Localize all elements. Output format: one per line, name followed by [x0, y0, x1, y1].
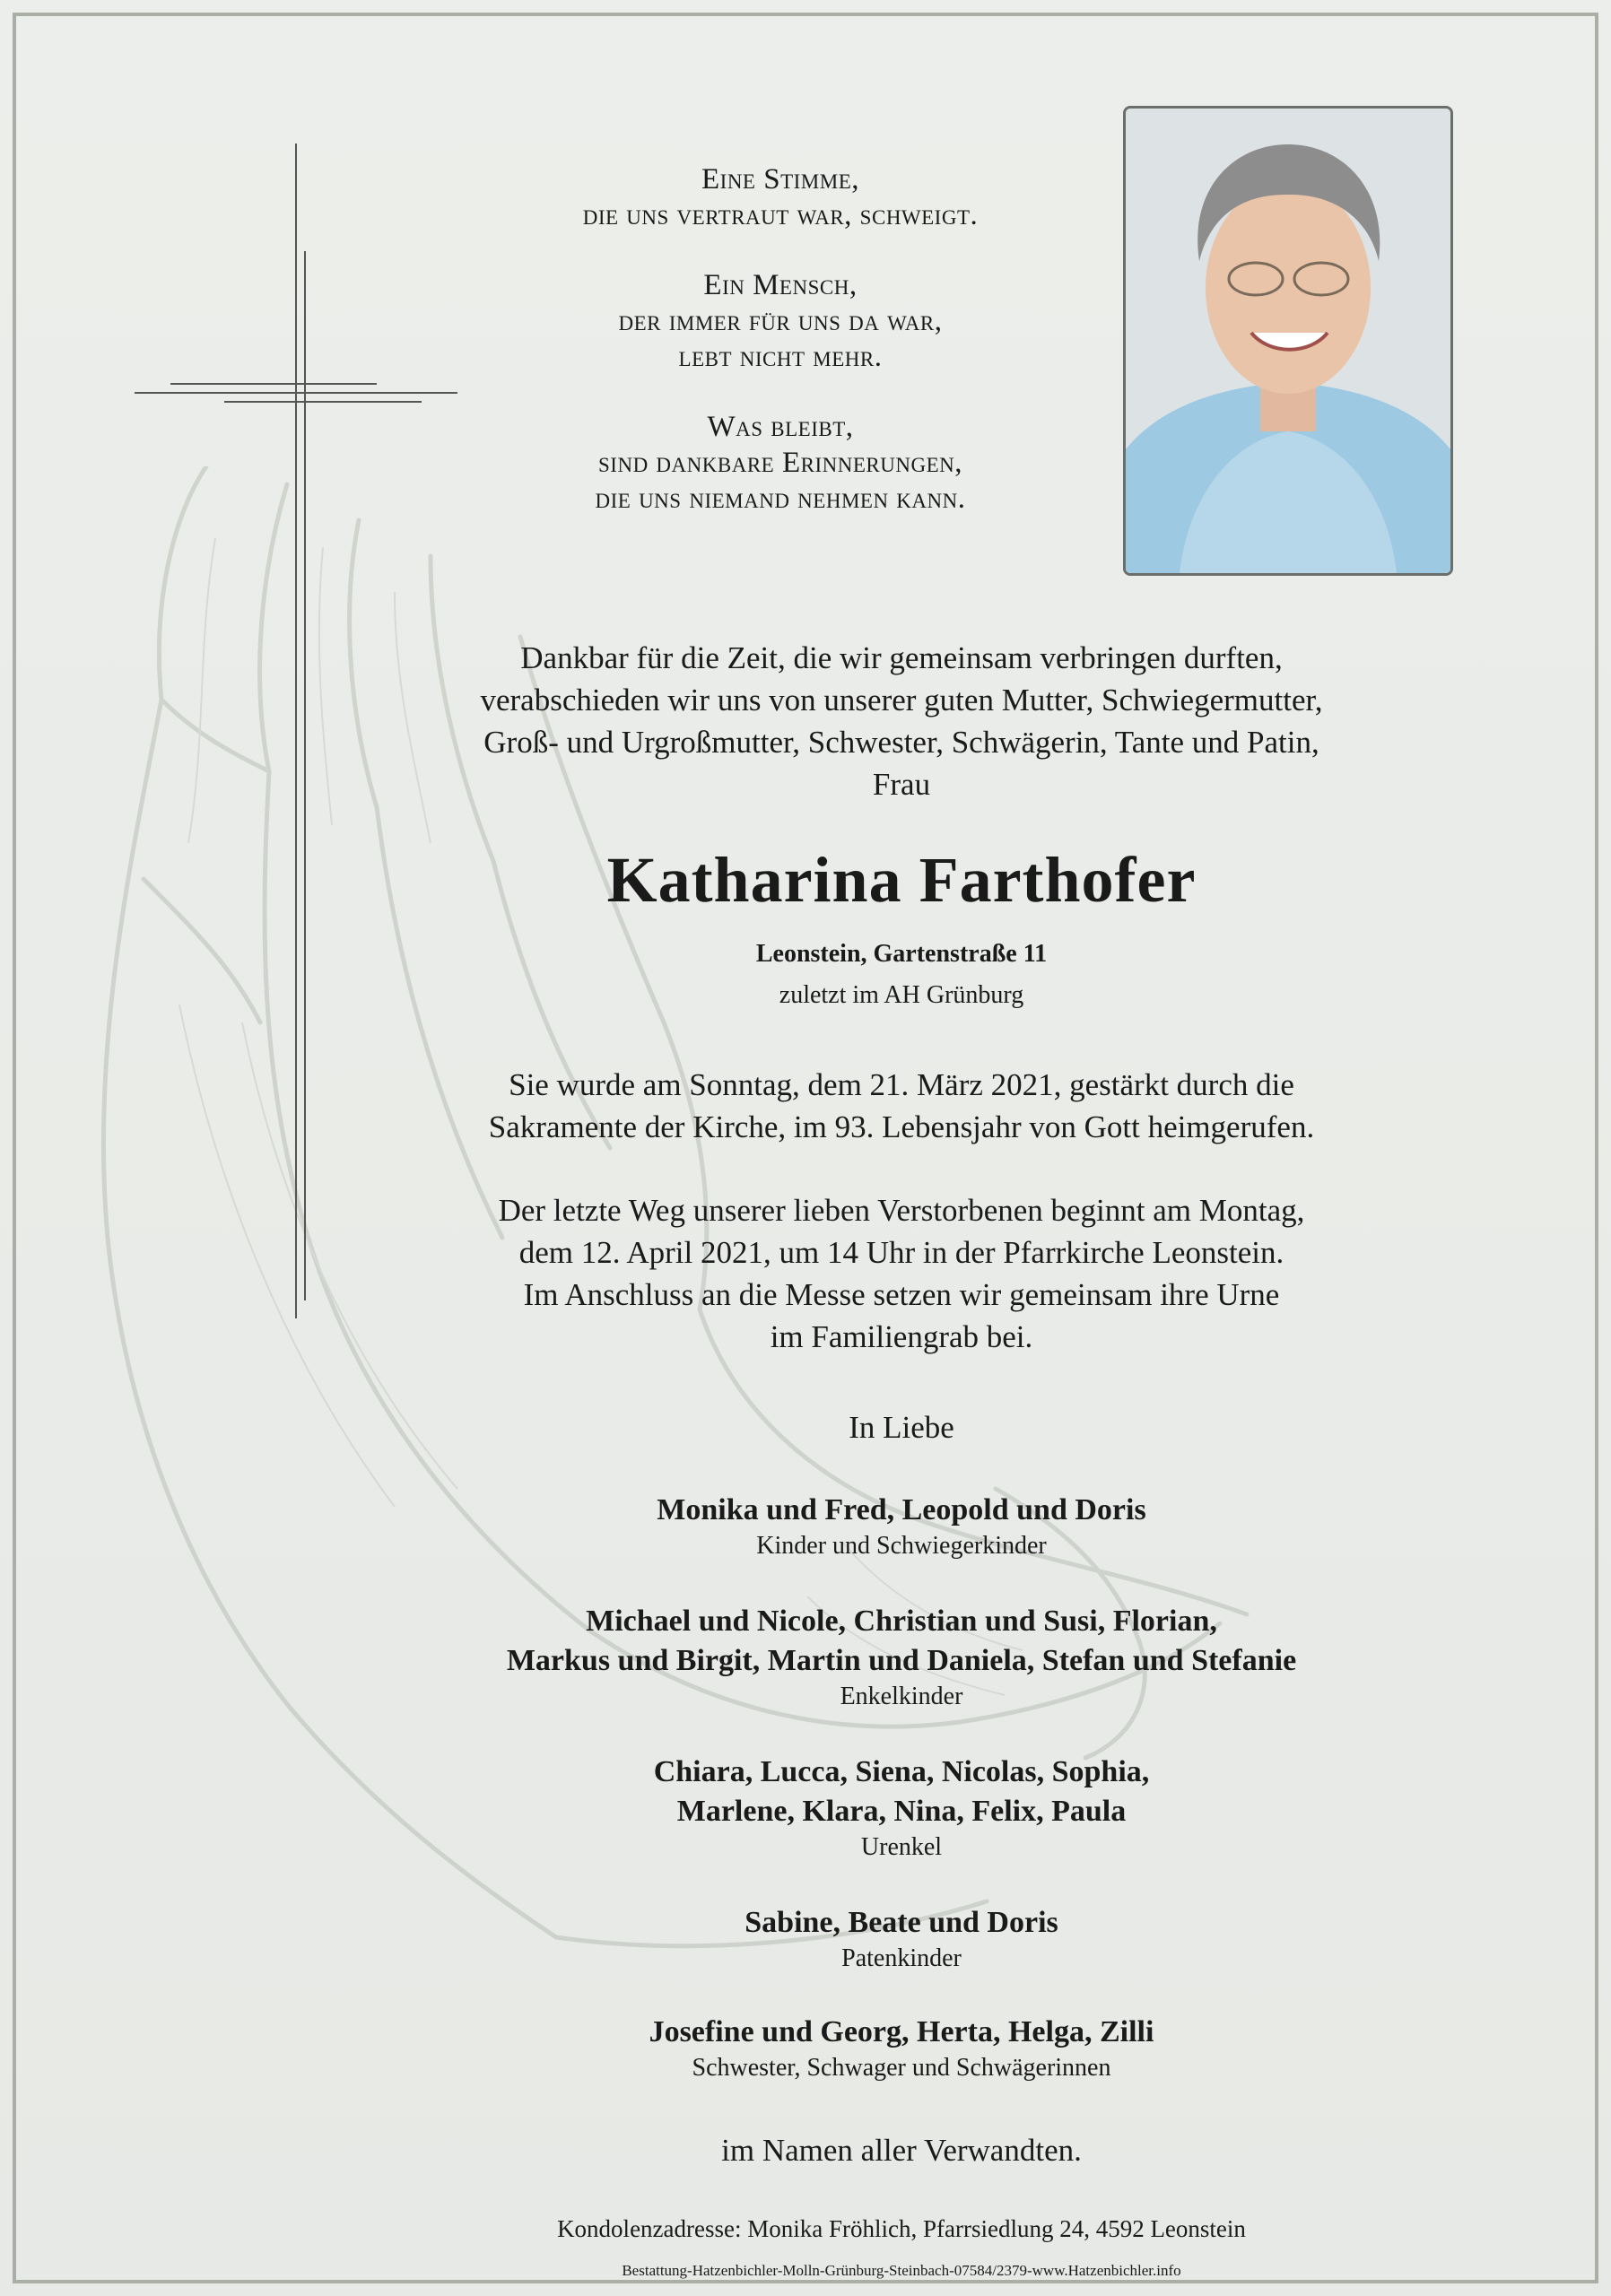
closing-line: im Namen aller Verwandten. [721, 2133, 1082, 2168]
mourner-group-great-grandchildren [395, 1752, 1408, 1864]
poem-line: Ein Mensch, [703, 269, 858, 301]
intro-line: Groß- und Urgroßmutter, Schwester, Schwägerin, Tante und Patin, [483, 725, 1319, 760]
intro-line: Frau [872, 767, 931, 802]
poem-line: lebt nicht mehr. [678, 341, 883, 373]
condolence-address: Kondolenzadresse: Monika Fröhlich, Pfarrsiedlung 24, 4592 Leonstein [557, 2215, 1246, 2242]
mourner-group-grandchildren [395, 1602, 1408, 1713]
mourner-role: Kinder und Schwiegerkinder [756, 1532, 1047, 1560]
funeral-line: Im Anschluss an die Messe setzen wir gemeinsam ihre Urne [523, 1277, 1280, 1312]
mourner-line: Chiara, Lucca, Siena, Nicolas, Sophia, [653, 1755, 1150, 1788]
poem-line: Was bleibt, [707, 411, 854, 443]
mourner-line: Josefine und Georg, Herta, Helga, Zilli [649, 2015, 1154, 2048]
mourner-role: Enkelkinder [840, 1683, 963, 1710]
funeral-details [395, 1189, 1408, 1358]
death-notice-line: Sie wurde am Sonntag, dem 21. März 2021, gestärkt durch die [509, 1067, 1294, 1102]
mourner-group-children [395, 1491, 1408, 1562]
deceased-address: Leonstein, Gartenstraße 11 [755, 940, 1048, 968]
mourner-role: Schwester, Schwager und Schwägerinnen [692, 2054, 1111, 2082]
mourner-names [395, 1903, 1408, 1943]
intro-line: Dankbar für die Zeit, die wir gemeinsam verbringen durften, [520, 640, 1283, 675]
mourner-names [395, 1602, 1408, 1681]
mourner-line: Marlene, Klara, Nina, Felix, Paula [676, 1795, 1127, 1828]
funeral-line: Der letzte Weg unserer lieben Verstorbenen beginnt am Montag, [498, 1193, 1305, 1228]
poem [466, 161, 1094, 551]
deceased-name: Katharina Farthofer [606, 844, 1197, 916]
funeral-home-imprint: Bestattung-Hatzenbichler-Molln-Grünburg-Steinbach-07584/2379-www.Hatzenbichler.info [622, 2262, 1181, 2279]
poem-line: die uns niemand nehmen kann. [595, 483, 966, 515]
mourner-role: Patenkinder [841, 1944, 962, 1972]
mourner-line: Sabine, Beate und Doris [745, 1906, 1058, 1939]
mourner-line: Michael und Nicole, Christian und Susi, Florian, [586, 1605, 1217, 1638]
mourner-group-siblings [395, 2013, 1408, 2084]
mourner-group-godchildren [395, 1903, 1408, 1975]
last-residence: zuletzt im AH Grünburg [779, 981, 1024, 1009]
poem-stanza [466, 161, 1094, 233]
intro-text [395, 637, 1408, 805]
mourner-names [395, 1752, 1408, 1831]
poem-line: Eine Stimme, [701, 163, 859, 196]
in-love: In Liebe [849, 1410, 954, 1445]
portrait-photo [1123, 106, 1453, 576]
mourner-names [395, 2013, 1408, 2052]
poem-stanza [466, 267, 1094, 375]
poem-stanza [466, 409, 1094, 517]
mourner-line: Monika und Fred, Leopold und Doris [657, 1493, 1146, 1526]
poem-line: die uns vertraut war, schweigt. [582, 199, 979, 231]
intro-line: verabschieden wir uns von unserer guten Mutter, Schwiegermutter, [480, 683, 1323, 718]
funeral-line: dem 12. April 2021, um 14 Uhr in der Pfarrkirche Leonstein. [518, 1235, 1284, 1270]
poem-line: sind dankbare Erinnerungen, [598, 447, 962, 479]
death-notice-line: Sakramente der Kirche, im 93. Lebensjahr von Gott heimgerufen. [488, 1109, 1315, 1144]
poem-line: der immer für uns da war, [618, 305, 943, 337]
death-notice [395, 1064, 1408, 1148]
mourner-names [395, 1491, 1408, 1530]
mourner-line: Markus und Birgit, Martin und Daniela, Stefan und Stefanie [506, 1644, 1297, 1677]
funeral-line: im Familiengrab bei. [770, 1319, 1033, 1354]
mourner-role: Urenkel [860, 1833, 943, 1861]
